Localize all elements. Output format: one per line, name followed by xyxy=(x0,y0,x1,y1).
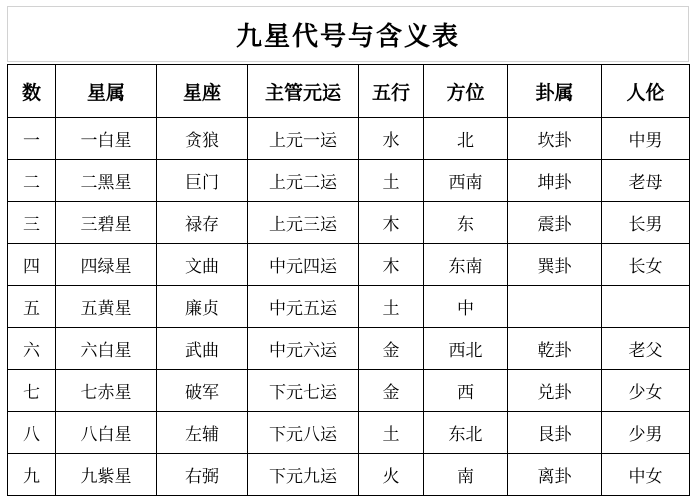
cell-star: 八白星 xyxy=(56,412,157,454)
cell-constellation: 禄存 xyxy=(157,202,248,244)
cell-star: 六白星 xyxy=(56,328,157,370)
cell-number: 七 xyxy=(8,370,56,412)
cell-element: 土 xyxy=(359,286,424,328)
cell-direction: 东北 xyxy=(424,412,508,454)
cell-trigram: 震卦 xyxy=(508,202,602,244)
cell-trigram: 乾卦 xyxy=(508,328,602,370)
table-row xyxy=(8,118,690,160)
header-family: 人伦 xyxy=(602,65,690,118)
cell-star: 九紫星 xyxy=(56,454,157,496)
header-star: 星属 xyxy=(56,65,157,118)
header-constellation: 星座 xyxy=(157,65,248,118)
cell-era: 中元五运 xyxy=(248,286,359,328)
cell-number: 五 xyxy=(8,286,56,328)
cell-number: 六 xyxy=(8,328,56,370)
cell-star: 一白星 xyxy=(56,118,157,160)
cell-trigram: 离卦 xyxy=(508,454,602,496)
cell-era: 上元一运 xyxy=(248,118,359,160)
cell-direction: 中 xyxy=(424,286,508,328)
cell-element: 土 xyxy=(359,160,424,202)
header-number: 数 xyxy=(8,65,56,118)
cell-element: 水 xyxy=(359,118,424,160)
table-title: 九星代号与含义表 xyxy=(235,21,460,52)
cell-direction: 东南 xyxy=(424,244,508,286)
cell-element: 木 xyxy=(359,244,424,286)
cell-number: 九 xyxy=(8,454,56,496)
cell-star: 二黑星 xyxy=(56,160,157,202)
cell-trigram: 坎卦 xyxy=(508,118,602,160)
table-row xyxy=(8,160,690,202)
cell-number: 一 xyxy=(8,118,56,160)
title-box xyxy=(7,6,689,62)
header-era: 主管元运 xyxy=(248,65,359,118)
cell-era: 下元八运 xyxy=(248,412,359,454)
table-row xyxy=(8,328,690,370)
header-row xyxy=(8,65,690,118)
cell-direction: 西 xyxy=(424,370,508,412)
cell-family: 长女 xyxy=(602,244,690,286)
cell-family xyxy=(602,286,690,328)
header-trigram: 卦属 xyxy=(508,65,602,118)
cell-star: 五黄星 xyxy=(56,286,157,328)
cell-element: 金 xyxy=(359,328,424,370)
cell-trigram xyxy=(508,286,602,328)
cell-era: 下元九运 xyxy=(248,454,359,496)
cell-direction: 西北 xyxy=(424,328,508,370)
cell-star: 四绿星 xyxy=(56,244,157,286)
cell-number: 四 xyxy=(8,244,56,286)
cell-constellation: 左辅 xyxy=(157,412,248,454)
cell-direction: 南 xyxy=(424,454,508,496)
table-row xyxy=(8,370,690,412)
nine-stars-table xyxy=(7,64,690,496)
table-row xyxy=(8,454,690,496)
cell-era: 中元六运 xyxy=(248,328,359,370)
cell-family: 老父 xyxy=(602,328,690,370)
cell-number: 二 xyxy=(8,160,56,202)
table-row xyxy=(8,286,690,328)
table-row xyxy=(8,412,690,454)
cell-family: 少女 xyxy=(602,370,690,412)
cell-star: 三碧星 xyxy=(56,202,157,244)
cell-trigram: 兑卦 xyxy=(508,370,602,412)
cell-family: 中女 xyxy=(602,454,690,496)
cell-element: 金 xyxy=(359,370,424,412)
cell-direction: 东 xyxy=(424,202,508,244)
cell-constellation: 破军 xyxy=(157,370,248,412)
header-element: 五行 xyxy=(359,65,424,118)
cell-era: 下元七运 xyxy=(248,370,359,412)
cell-family: 少男 xyxy=(602,412,690,454)
cell-constellation: 右弼 xyxy=(157,454,248,496)
cell-era: 中元四运 xyxy=(248,244,359,286)
cell-number: 八 xyxy=(8,412,56,454)
cell-element: 土 xyxy=(359,412,424,454)
cell-constellation: 巨门 xyxy=(157,160,248,202)
cell-star: 七赤星 xyxy=(56,370,157,412)
cell-trigram: 艮卦 xyxy=(508,412,602,454)
cell-number: 三 xyxy=(8,202,56,244)
header-direction: 方位 xyxy=(424,65,508,118)
cell-element: 木 xyxy=(359,202,424,244)
cell-family: 中男 xyxy=(602,118,690,160)
cell-family: 长男 xyxy=(602,202,690,244)
cell-direction: 西南 xyxy=(424,160,508,202)
table-row xyxy=(8,202,690,244)
cell-direction: 北 xyxy=(424,118,508,160)
cell-trigram: 坤卦 xyxy=(508,160,602,202)
cell-constellation: 武曲 xyxy=(157,328,248,370)
cell-constellation: 文曲 xyxy=(157,244,248,286)
cell-element: 火 xyxy=(359,454,424,496)
cell-family: 老母 xyxy=(602,160,690,202)
cell-era: 上元二运 xyxy=(248,160,359,202)
table-row xyxy=(8,244,690,286)
cell-constellation: 贪狼 xyxy=(157,118,248,160)
cell-era: 上元三运 xyxy=(248,202,359,244)
cell-constellation: 廉贞 xyxy=(157,286,248,328)
cell-trigram: 巽卦 xyxy=(508,244,602,286)
